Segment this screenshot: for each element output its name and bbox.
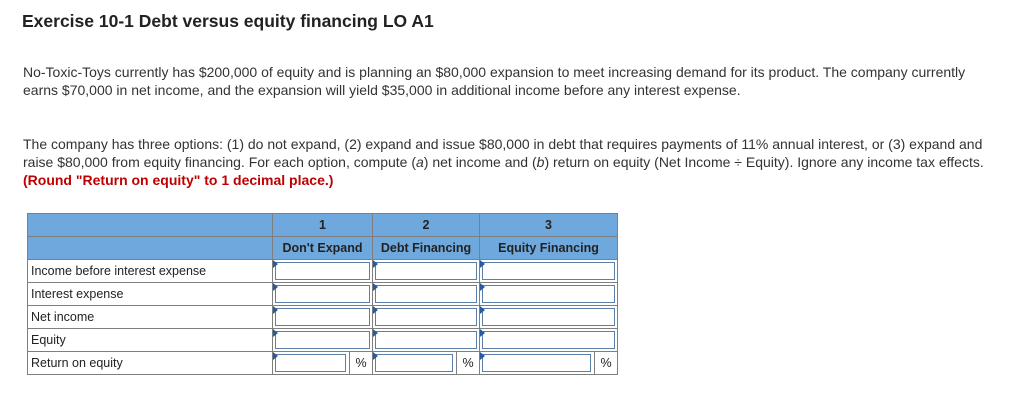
net-income-equity-input[interactable] <box>482 308 615 326</box>
input-cell-income-dont-expand <box>273 260 373 283</box>
cell-marker-icon <box>273 283 278 291</box>
cell-marker-icon <box>273 306 278 314</box>
header-row-labels <box>28 237 618 260</box>
paragraph-2-text-a: The company has three options: (1) do not expand, (2) expand and issue $80,000 in debt that requires payments of 11% annual interest, or (3) expand and raise $80,000 from equity financing. For each option, compute ( <box>23 136 983 170</box>
percent-sign: % <box>594 352 617 374</box>
equity-debt-input[interactable] <box>375 331 477 349</box>
header-row-numbers <box>28 214 618 237</box>
column-number-1: 1 <box>273 214 373 237</box>
cell-marker-icon <box>480 306 485 314</box>
input-cell-net-income-debt <box>373 306 480 329</box>
roe-equity-input[interactable] <box>482 354 591 372</box>
column-number-2: 2 <box>373 214 480 237</box>
paragraph-2-text-b: ) net income and ( <box>423 154 537 170</box>
interest-equity-input[interactable] <box>482 285 615 303</box>
table-row-net-income <box>28 306 618 329</box>
input-cell-income-equity <box>480 260 618 283</box>
net-income-dont-expand-input[interactable] <box>275 308 370 326</box>
cell-marker-icon <box>480 329 485 337</box>
row-label: Net income <box>28 306 273 329</box>
percent-sign: % <box>456 352 479 374</box>
roe-dont-expand-input[interactable] <box>275 354 346 372</box>
input-cell-interest-debt <box>373 283 480 306</box>
input-cell-equity-equity <box>480 329 618 352</box>
input-cell-roe-dont-expand <box>273 352 373 375</box>
interest-dont-expand-input[interactable] <box>275 285 370 303</box>
column-number-3: 3 <box>480 214 618 237</box>
input-cell-net-income-equity <box>480 306 618 329</box>
row-label: Return on equity <box>28 352 273 375</box>
percent-sign: % <box>349 352 372 374</box>
income-equity-input[interactable] <box>482 262 615 280</box>
column-header-dont-expand: Don't Expand <box>273 237 373 260</box>
paragraph-2-text-c: ) return on equity (Net Income ÷ Equity). Ignore any income tax effects. <box>544 154 984 170</box>
header-blank-cell-2 <box>28 237 273 260</box>
row-label: Interest expense <box>28 283 273 306</box>
problem-paragraph-1: No-Toxic-Toys currently has $200,000 of equity and is planning an $80,000 expansion to meet increasing demand for its product. The company currently earns $70,000 in net income, and the expansion will yield $35,000 in additional income before any interest expense. <box>23 64 966 98</box>
equity-dont-expand-input[interactable] <box>275 331 370 349</box>
cell-marker-icon <box>373 329 378 337</box>
table-row-interest-expense <box>28 283 618 306</box>
column-header-equity-financing: Equity Financing <box>480 237 618 260</box>
cell-marker-icon <box>480 260 485 268</box>
problem-paragraph-2 <box>23 135 993 189</box>
cell-marker-icon <box>273 329 278 337</box>
cell-marker-icon <box>373 306 378 314</box>
input-cell-roe-equity <box>480 352 618 375</box>
input-cell-income-debt <box>373 260 480 283</box>
table-row-income-before-interest <box>28 260 618 283</box>
cell-marker-icon <box>273 260 278 268</box>
cell-marker-icon <box>480 283 485 291</box>
cell-marker-icon <box>480 352 485 360</box>
cell-marker-icon <box>273 352 278 360</box>
cell-marker-icon <box>373 283 378 291</box>
input-cell-net-income-dont-expand <box>273 306 373 329</box>
income-debt-input[interactable] <box>375 262 477 280</box>
income-dont-expand-input[interactable] <box>275 262 370 280</box>
table-row-equity <box>28 329 618 352</box>
input-cell-roe-debt <box>373 352 480 375</box>
worksheet-table-wrapper <box>27 213 618 375</box>
rounding-instruction: (Round "Return on equity" to 1 decimal place.) <box>23 172 334 188</box>
roe-debt-input[interactable] <box>375 354 453 372</box>
paragraph-2-italic-b: b <box>536 154 545 170</box>
input-cell-equity-dont-expand <box>273 329 373 352</box>
row-label: Equity <box>28 329 273 352</box>
cell-marker-icon <box>373 352 378 360</box>
row-label: Income before interest expense <box>28 260 273 283</box>
paragraph-2-italic-a: a <box>416 154 424 170</box>
table-row-return-on-equity <box>28 352 618 375</box>
input-cell-interest-dont-expand <box>273 283 373 306</box>
worksheet-table <box>27 213 618 375</box>
header-blank-cell <box>28 214 273 237</box>
interest-debt-input[interactable] <box>375 285 477 303</box>
input-cell-interest-equity <box>480 283 618 306</box>
net-income-debt-input[interactable] <box>375 308 477 326</box>
column-header-debt-financing: Debt Financing <box>373 237 480 260</box>
exercise-title: Exercise 10-1 Debt versus equity financing LO A1 <box>22 11 434 31</box>
equity-equity-input[interactable] <box>482 331 615 349</box>
input-cell-equity-debt <box>373 329 480 352</box>
cell-marker-icon <box>373 260 378 268</box>
